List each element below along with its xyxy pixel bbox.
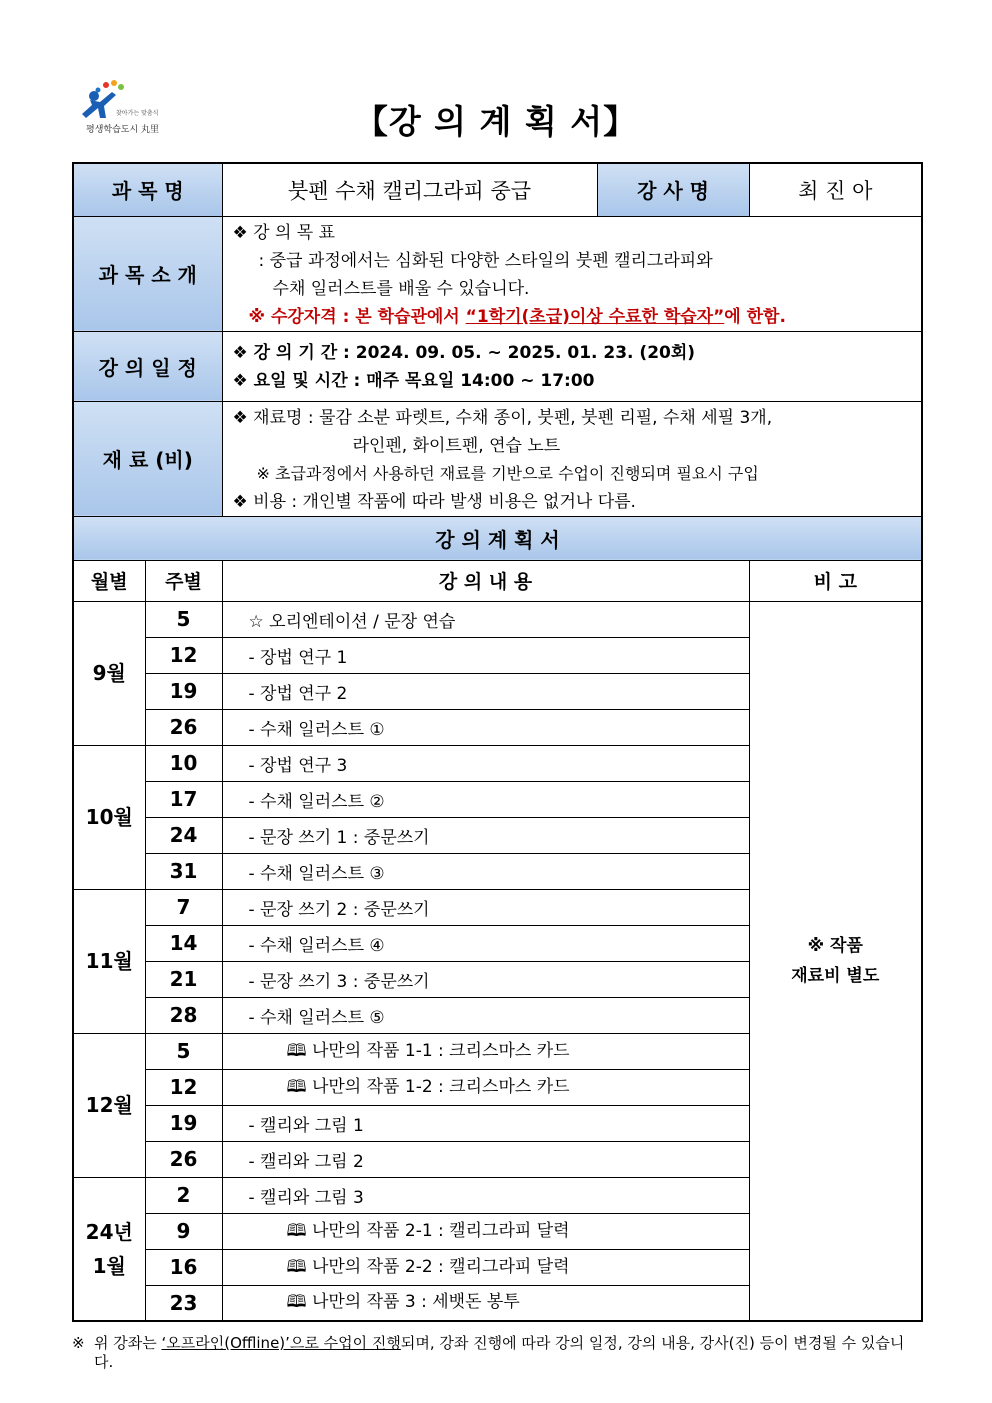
footer-mark: ※ — [72, 1334, 85, 1352]
logo-city-name: 평생학습도시 丸里 — [86, 125, 160, 135]
footer-note — [72, 1334, 922, 1372]
content-cell: - 문장 쓰기 3 : 중문쓰기 — [222, 961, 749, 997]
content-cell: - 캘리와 그림 1 — [222, 1105, 749, 1141]
month-label: 24년 — [85, 1219, 133, 1244]
schedule-cell — [222, 331, 922, 401]
qualification-prefix: ※ 수강자격 : 본 학습관에서 — [248, 306, 466, 327]
subject-label: 과 목 명 — [73, 163, 222, 216]
month-cell — [73, 601, 145, 745]
week-cell: 7 — [145, 889, 222, 925]
materials-line: ※ 초급과정에서 사용하던 재료를 기반으로 수업이 진행되며 필요시 구입 — [256, 463, 759, 483]
week-cell: 12 — [145, 1069, 222, 1105]
materials-label: 재 료 (비) — [73, 401, 222, 516]
schedule-line: ❖ 요일 및 시간 : 매주 목요일 14:00 ~ 17:00 — [232, 371, 595, 391]
week-cell: 28 — [145, 997, 222, 1033]
schedule-label: 강 의 일 정 — [73, 331, 222, 401]
content-cell: 🕮 나만의 작품 1-1 : 크리스마스 카드 — [222, 1033, 749, 1069]
week-cell: 5 — [145, 601, 222, 637]
lecture-plan-table — [72, 162, 923, 1322]
qualification-suffix: 에 한함. — [724, 306, 786, 327]
remarks-line: 재료비 별도 — [791, 965, 880, 986]
month-label: 1월 — [92, 1253, 126, 1278]
content-cell: 🕮 나만의 작품 2-1 : 캘리그라피 달력 — [222, 1213, 749, 1249]
week-cell: 10 — [145, 745, 222, 781]
footer-prefix: 위 강좌는 — [94, 1334, 162, 1352]
content-cell: 🕮 나만의 작품 2-2 : 캘리그라피 달력 — [222, 1249, 749, 1285]
content-cell: - 수채 일러스트 ④ — [222, 925, 749, 961]
table-row — [73, 601, 922, 637]
content-cell: - 장법 연구 2 — [222, 673, 749, 709]
subject-value: 붓펜 수채 캘리그라피 중급 — [222, 163, 597, 216]
content-cell: - 수채 일러스트 ⑤ — [222, 997, 749, 1033]
content-cell: - 수채 일러스트 ③ — [222, 853, 749, 889]
content-cell: - 수채 일러스트 ① — [222, 709, 749, 745]
month-cell — [73, 745, 145, 889]
instructor-value: 최 진 아 — [749, 163, 922, 216]
week-cell: 17 — [145, 781, 222, 817]
intro-line: : 중급 과정에서는 심화된 다양한 스타일의 붓펜 캘리그라피와 — [258, 250, 713, 271]
week-cell: 23 — [145, 1285, 222, 1321]
col-note-header: 비 고 — [749, 560, 922, 601]
col-content-header: 강 의 내 용 — [222, 560, 749, 601]
week-cell: 19 — [145, 673, 222, 709]
content-cell: - 캘리와 그림 2 — [222, 1141, 749, 1177]
page-title: 【강 의 계 획 서】 — [354, 102, 638, 141]
week-cell: 5 — [145, 1033, 222, 1069]
month-label: 10월 — [85, 805, 133, 829]
month-label: 12월 — [85, 1093, 133, 1117]
week-cell: 24 — [145, 817, 222, 853]
intro-label: 과 목 소 개 — [73, 216, 222, 331]
remarks-line: ※ 작품 — [807, 935, 863, 956]
week-cell: 2 — [145, 1177, 222, 1213]
week-cell: 9 — [145, 1213, 222, 1249]
week-cell: 16 — [145, 1249, 222, 1285]
intro-line: 수채 일러스트를 배울 수 있습니다. — [272, 278, 530, 299]
week-cell: 21 — [145, 961, 222, 997]
content-cell: - 수채 일러스트 ② — [222, 781, 749, 817]
month-cell — [73, 1033, 145, 1177]
week-cell: 14 — [145, 925, 222, 961]
footer-suffix: 되며, 강좌 진행에 따라 강의 일정, 강의 내용, 강사(진) 등이 변경될 수 있습니다. — [94, 1334, 905, 1371]
col-week-header: 주별 — [145, 560, 222, 601]
content-cell: - 장법 연구 3 — [222, 745, 749, 781]
month-label: 9월 — [92, 661, 126, 685]
week-cell: 26 — [145, 709, 222, 745]
intro-line: ❖ 강 의 목 표 — [232, 222, 336, 243]
content-cell: 🕮 나만의 작품 3 : 세뱃돈 봉투 — [222, 1285, 749, 1321]
materials-line: ❖ 비용 : 개인별 작품에 따라 발생 비용은 없거나 다름. — [232, 491, 636, 512]
content-cell: ☆ 오리엔테이션 / 문장 연습 — [222, 601, 749, 637]
footer-underlined: ‘오프라인(Offline)’으로 수업이 진행 — [161, 1334, 401, 1352]
week-cell: 12 — [145, 637, 222, 673]
instructor-label: 강 사 명 — [597, 163, 749, 216]
month-label: 11월 — [85, 949, 133, 973]
plan-banner: 강 의 계 획 서 — [73, 516, 922, 560]
schedule-line: ❖ 강 의 기 간 : 2024. 09. 05. ~ 2025. 01. 23. (20회) — [232, 343, 696, 363]
content-cell: - 문장 쓰기 2 : 중문쓰기 — [222, 889, 749, 925]
qualification-underlined: “1학기(초급)이상 수료한 학습자” — [465, 306, 725, 327]
week-cell: 26 — [145, 1141, 222, 1177]
materials-line: ❖ 재료명 : 물감 소분 파렛트, 수채 종이, 붓펜, 붓펜 리필, 수채 세필 3개, — [232, 407, 773, 428]
week-cell: 19 — [145, 1105, 222, 1141]
qualification-note — [233, 303, 912, 331]
month-cell — [73, 1177, 145, 1321]
logo-tagline: 찾아가는 맞춤식 — [116, 110, 159, 117]
col-month-header: 월별 — [73, 560, 145, 601]
materials-cell — [222, 401, 922, 516]
content-cell: 🕮 나만의 작품 1-2 : 크리스마스 카드 — [222, 1069, 749, 1105]
content-cell: - 문장 쓰기 1 : 중문쓰기 — [222, 817, 749, 853]
remarks-cell — [749, 601, 922, 1321]
intro-cell — [222, 216, 922, 331]
materials-line: 라인펜, 화이트펜, 연습 노트 — [352, 435, 561, 456]
week-cell: 31 — [145, 853, 222, 889]
content-cell: - 장법 연구 1 — [222, 637, 749, 673]
content-cell: - 캘리와 그림 3 — [222, 1177, 749, 1213]
month-cell — [73, 889, 145, 1033]
